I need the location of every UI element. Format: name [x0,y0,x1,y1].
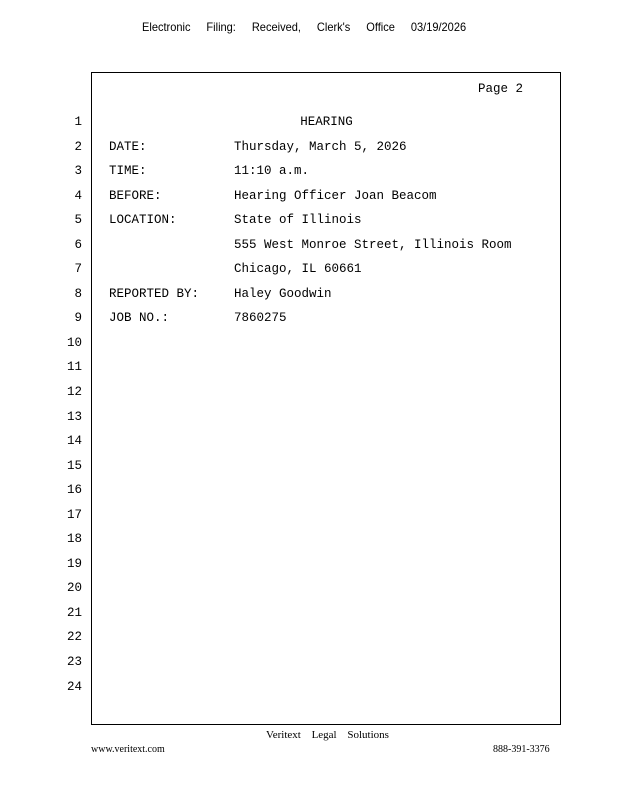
date-label: DATE: [109,139,147,154]
filing-word-office: Office [366,20,395,34]
filing-date: 03/19/2026 [410,20,467,34]
footer-company-word: Solutions [347,729,389,741]
line-number: 4 [74,188,82,203]
time-value: 11:10 a.m. [234,164,310,179]
job-number-value: 7860275 [234,311,287,326]
line-number: 3 [74,164,82,179]
line-number: 19 [66,556,82,571]
hearing-officer-value: Hearing Officer Joan Beacom [234,188,437,203]
line-number: 20 [66,581,82,596]
before-line [109,186,554,211]
line-number: 2 [74,139,82,154]
location-label: LOCATION: [109,213,177,228]
line-number: 13 [66,409,82,424]
reporter-line [109,284,554,309]
line-number: 5 [74,213,82,228]
time-line [109,161,554,186]
line-number: 24 [66,679,82,694]
time-label: TIME: [109,164,147,179]
filing-word-clerks: Clerk's [316,20,351,34]
transcript-body [109,112,554,333]
hearing-title: HEARING [300,115,353,129]
line-number: 6 [74,237,82,252]
filing-word-electronic: Electronic [142,20,191,34]
footer-phone: 888-391-3376 [493,744,550,755]
line-number: 15 [66,458,82,473]
footer-company-word: Veritext [266,729,301,741]
line-number: 17 [66,507,82,522]
line-number: 12 [66,385,82,400]
footer-company [266,729,397,741]
city-state-zip: Chicago, IL 60661 [234,262,362,277]
before-label: BEFORE: [109,188,162,203]
line-number-column [60,112,82,701]
filing-word-received: Received, [251,20,301,34]
line-number: 23 [66,655,82,670]
filing-word-filing: Filing: [206,20,236,34]
date-line [109,137,554,162]
reporter-value: Haley Goodwin [234,286,332,301]
filing-stamp-header [142,20,479,34]
page-number: Page 2 [478,82,524,96]
job-number-line [109,308,554,333]
job-number-label: JOB NO.: [109,311,170,326]
line-number: 10 [66,335,82,350]
line-number: 8 [74,286,82,301]
line-number: 11 [66,360,82,375]
address-line [109,235,554,260]
line-number: 22 [66,630,82,645]
date-value: Thursday, March 5, 2026 [234,139,407,154]
line-number: 1 [74,115,82,129]
line-number: 21 [66,605,82,620]
line-number: 18 [66,532,82,547]
location-line [109,210,554,235]
line-number: 9 [74,311,82,326]
footer-website: www.veritext.com [91,744,165,755]
line-number: 16 [66,483,82,498]
location-value: State of Illinois [234,213,362,228]
city-line [109,259,554,284]
footer-company-word: Legal [311,729,337,741]
line-number: 7 [74,262,82,277]
line-number: 14 [66,434,82,449]
reporter-label: REPORTED BY: [109,286,200,301]
street-address: 555 West Monroe Street, Illinois Room [234,237,512,252]
